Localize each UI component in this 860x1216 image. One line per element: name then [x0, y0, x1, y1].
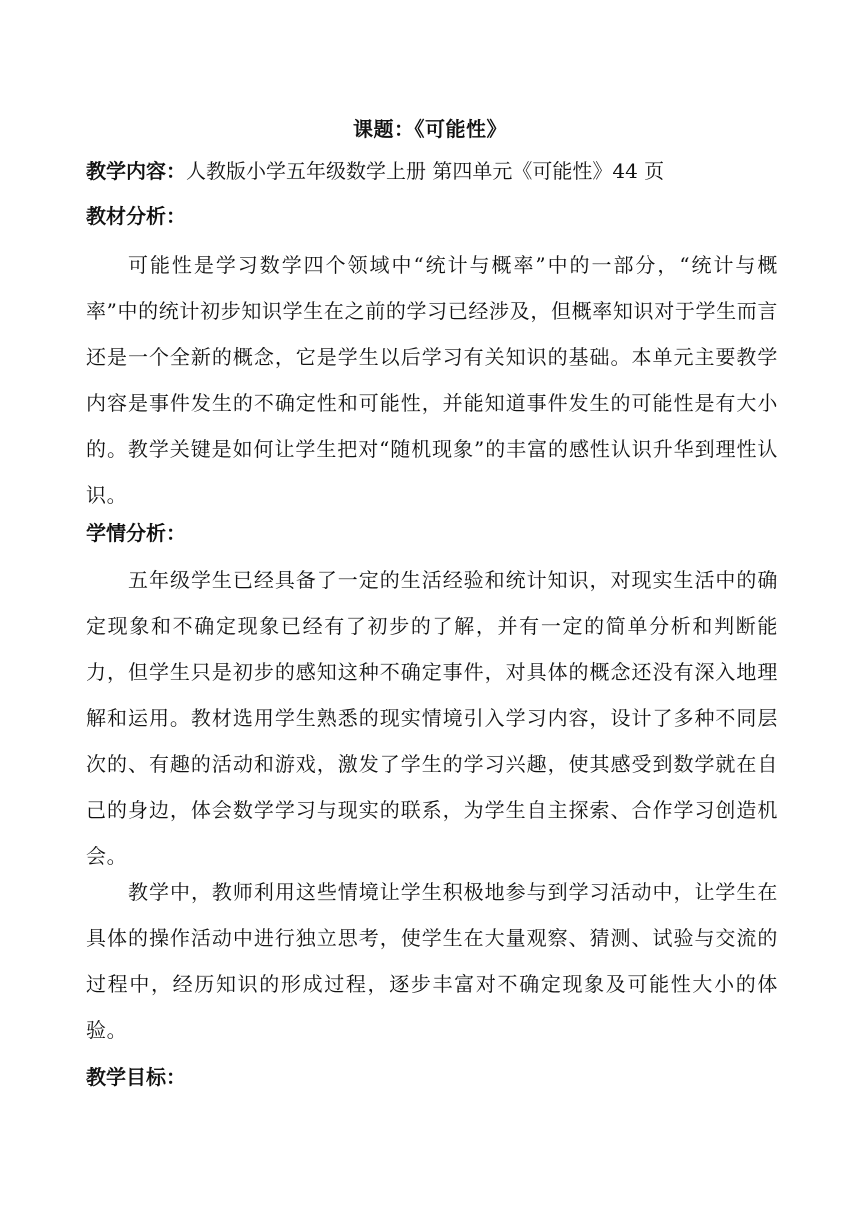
teaching-content-line	[86, 156, 776, 186]
document-title: 课题：《可能性》	[353, 117, 507, 141]
student-analysis-paragraph-2: 教学中，教师利用这些情境让学生积极地参与到学习活动中，让学生在具体的操作活动中进行独立思考，使学生在大量观察、猜测、试验与交流的过程中，经历知识的形成过程，逐步丰富对不确定现象及可能性大小的体验。	[86, 880, 778, 1042]
material-analysis-paragraph: 可能性是学习数学四个领域中“统计与概率”中的一部分，“统计与概率”中的统计初步知识学生在之前的学习已经涉及，但概率知识对于学生而言还是一个全新的概念，它是学生以后学习有关知识的基础。本单元主要教学内容是事件发生的不确定性和可能性，并能知道事件发生的可能性是有大小的。教学关键是如何让学生把对“随机现象”的丰富的感性认识升华到理性认识。	[86, 253, 778, 507]
student-analysis-heading: 学情分析：	[86, 521, 186, 545]
teaching-content-label: 教学内容：	[86, 159, 186, 183]
material-analysis-heading: 教材分析：	[86, 204, 186, 228]
student-analysis-paragraph-1: 五年级学生已经具备了一定的生活经验和统计知识，对现实生活中的确定现象和不确定现象已经有了初步的了解，并有一定的简单分析和判断能力，但学生只是初步的感知这种不确定事件，对具体的概念还没有深入地理解和运用。教材选用学生熟悉的现实情境引入学习内容，设计了多种不同层次的、有趣的活动和游戏，激发了学生的学习兴趣，使其感受到数学就在自己的身边，体会数学学习与现实的联系，为学生自主探索、合作学习创造机会。	[86, 568, 778, 868]
teaching-objectives-heading: 教学目标：	[86, 1065, 186, 1089]
teaching-content-text: 人教版小学五年级数学上册 第四单元《可能性》44 页	[186, 159, 665, 183]
